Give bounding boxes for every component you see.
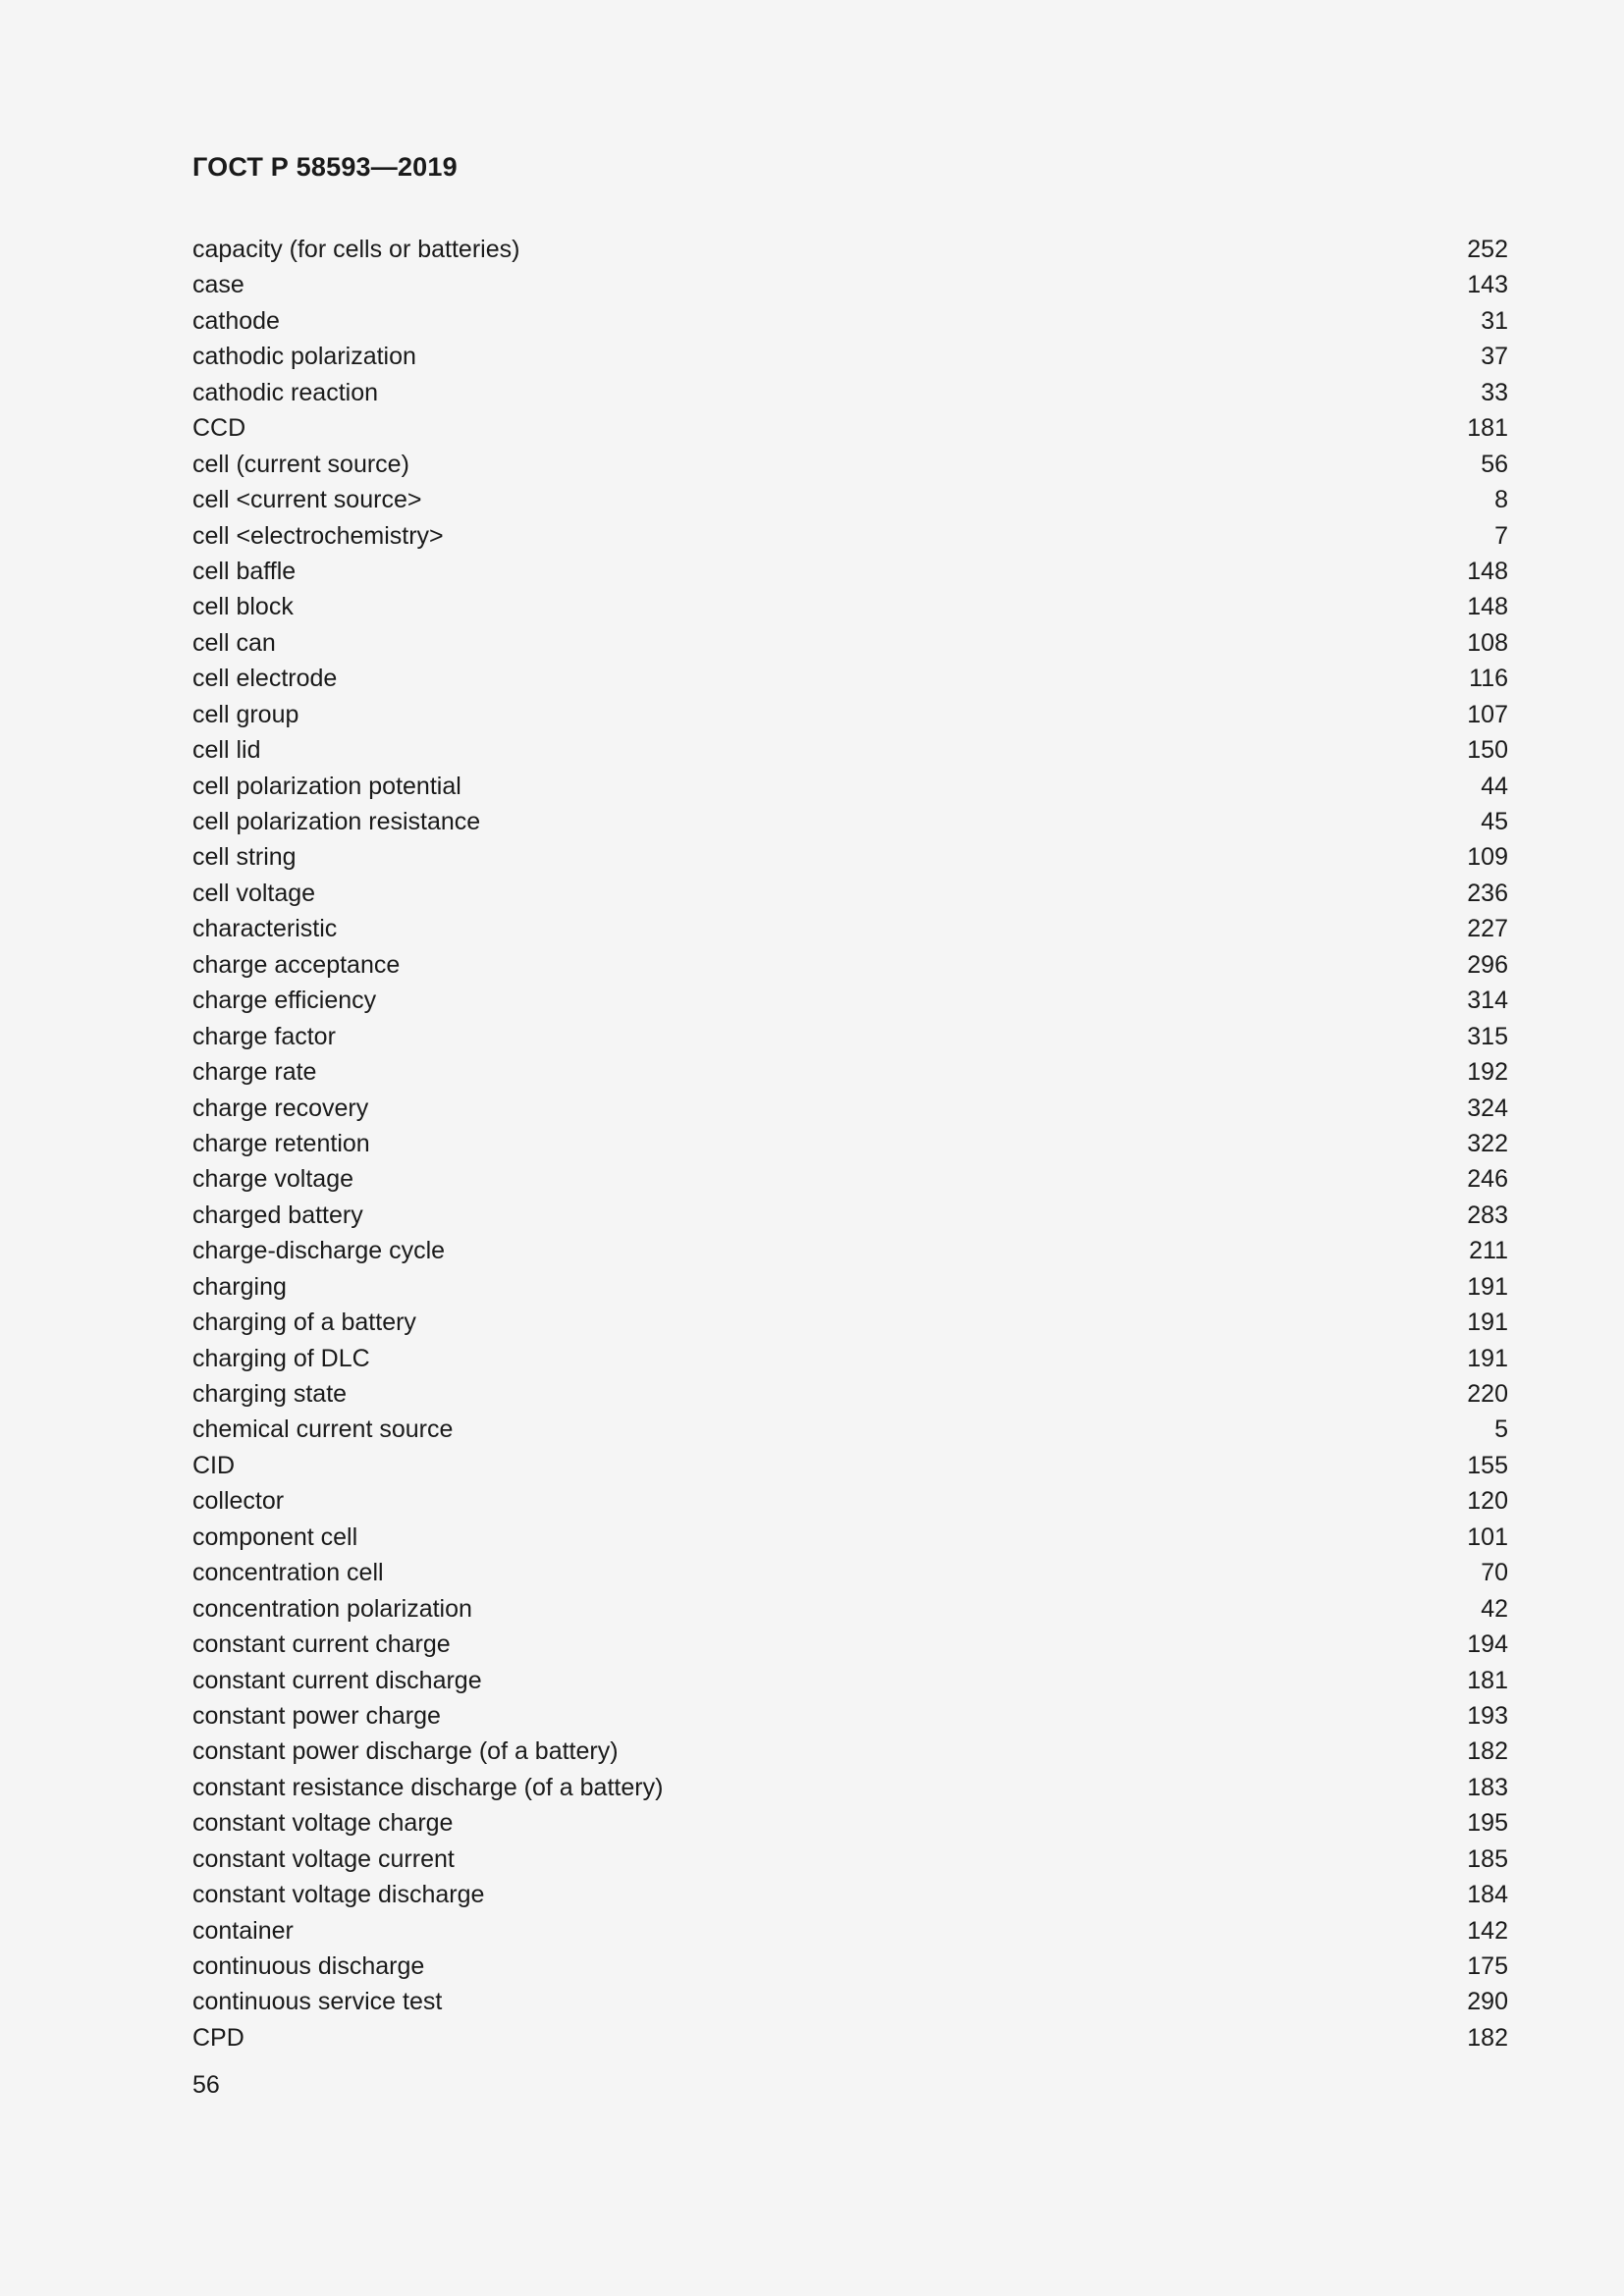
index-term: charging [192, 1272, 287, 1301]
index-entry [192, 839, 1508, 875]
index-reference-number: 236 [1467, 879, 1508, 907]
index-entry [192, 375, 1508, 410]
index-entry [192, 1520, 1508, 1555]
index-term: continuous discharge [192, 1952, 425, 1980]
index-entry [192, 482, 1508, 517]
index-term: charge voltage [192, 1165, 354, 1194]
index-reference-number: 324 [1467, 1094, 1508, 1122]
index-reference-number: 116 [1469, 665, 1508, 693]
index-entry [192, 1949, 1508, 1984]
index-reference-number: 8 [1494, 486, 1508, 514]
index-entry [192, 697, 1508, 732]
index-entry [192, 661, 1508, 696]
index-term: cell group [192, 700, 299, 728]
index-entry [192, 983, 1508, 1018]
index-entry [192, 232, 1508, 267]
index-reference-number: 181 [1467, 414, 1508, 443]
index-term: charging of DLC [192, 1344, 370, 1372]
index-entry [192, 1269, 1508, 1305]
index-reference-number: 195 [1467, 1809, 1508, 1838]
index-term: charge recovery [192, 1094, 369, 1122]
index-entry [192, 1233, 1508, 1268]
index-entry [192, 625, 1508, 661]
index-entry [192, 1126, 1508, 1161]
index-reference-number: 5 [1494, 1415, 1508, 1444]
index-entry [192, 518, 1508, 554]
index-entry [192, 911, 1508, 946]
index-reference-number: 33 [1481, 378, 1508, 406]
index-entry [192, 876, 1508, 911]
index-term: cell string [192, 843, 297, 872]
index-entry [192, 1698, 1508, 1734]
index-term: cell <electrochemistry> [192, 521, 444, 550]
index-reference-number: 246 [1467, 1165, 1508, 1194]
index-term: cell polarization resistance [192, 808, 481, 835]
index-reference-number: 220 [1467, 1380, 1508, 1408]
index-term: cell lid [192, 736, 261, 765]
index-entry [192, 1483, 1508, 1519]
index-reference-number: 192 [1467, 1058, 1508, 1087]
index-term: charge retention [192, 1129, 370, 1157]
index-term: charge efficiency [192, 987, 377, 1015]
index-reference-number: 227 [1467, 915, 1508, 943]
index-reference-number: 7 [1494, 521, 1508, 550]
index-entry [192, 589, 1508, 624]
index-entry [192, 1555, 1508, 1590]
index-entry [192, 410, 1508, 446]
index-term: cell can [192, 628, 276, 657]
index-reference-number: 322 [1467, 1129, 1508, 1157]
index-entry [192, 1019, 1508, 1054]
index-entry [192, 1341, 1508, 1376]
index-reference-number: 290 [1467, 1988, 1508, 2016]
index-entry [192, 2020, 1508, 2056]
index-reference-number: 184 [1467, 1881, 1508, 1909]
index-reference-number: 181 [1467, 1666, 1508, 1694]
index-entry [192, 1805, 1508, 1841]
index-entry [192, 1770, 1508, 1805]
index-reference-number: 191 [1467, 1272, 1508, 1301]
index-entry [192, 1591, 1508, 1627]
index-entry [192, 947, 1508, 983]
index-entry [192, 267, 1508, 302]
index-entry [192, 1627, 1508, 1662]
index-reference-number: 108 [1467, 628, 1508, 657]
index-reference-number: 109 [1467, 843, 1508, 872]
index-term: constant power charge [192, 1701, 441, 1730]
index-reference-number: 185 [1467, 1844, 1508, 1873]
index-entry [192, 1161, 1508, 1197]
index-term: CID [192, 1451, 236, 1479]
index-reference-number: 194 [1467, 1630, 1508, 1659]
index-entry [192, 1376, 1508, 1412]
index-term: cell (current source) [192, 450, 409, 478]
index-term: constant current discharge [192, 1666, 482, 1694]
page-number: 56 [192, 2071, 220, 2099]
index-reference-number: 56 [1481, 450, 1508, 478]
index-term: concentration cell [192, 1559, 384, 1587]
index-reference-number: 37 [1481, 343, 1508, 371]
index-entry [192, 339, 1508, 374]
index-reference-number: 148 [1467, 557, 1508, 585]
index-term: concentration polarization [192, 1594, 472, 1623]
index-term: CCD [192, 414, 246, 443]
index-term: cathodic polarization [192, 343, 416, 371]
index-term: cell voltage [192, 879, 316, 907]
index-entry [192, 1198, 1508, 1233]
index-reference-number: 142 [1467, 1916, 1508, 1945]
index-reference-number: 120 [1467, 1487, 1508, 1516]
index-reference-number: 155 [1467, 1451, 1508, 1479]
index-term: constant voltage discharge [192, 1881, 485, 1909]
index-term: collector [192, 1487, 285, 1516]
index-term: constant resistance discharge (of a battery) [192, 1773, 664, 1801]
index-term: CPD [192, 2023, 244, 2052]
index-reference-number: 150 [1467, 736, 1508, 765]
index-reference-number: 175 [1467, 1952, 1508, 1980]
index-entry [192, 1412, 1508, 1447]
term-index-list [192, 232, 1508, 2056]
index-term: constant current charge [192, 1630, 451, 1659]
index-reference-number: 148 [1467, 593, 1508, 621]
index-reference-number: 107 [1467, 700, 1508, 728]
index-reference-number: 143 [1467, 271, 1508, 299]
index-term: charging of a battery [192, 1308, 416, 1337]
index-term: cell block [192, 593, 294, 621]
index-term: constant voltage current [192, 1844, 455, 1873]
index-term: charge acceptance [192, 950, 401, 979]
index-reference-number: 182 [1467, 2023, 1508, 2052]
index-term: container [192, 1916, 294, 1945]
index-entry [192, 1091, 1508, 1126]
index-entry [192, 303, 1508, 339]
index-entry [192, 1448, 1508, 1483]
index-reference-number: 31 [1481, 306, 1508, 335]
index-reference-number: 191 [1467, 1344, 1508, 1372]
index-term: charge factor [192, 1022, 336, 1050]
index-reference-number: 193 [1467, 1701, 1508, 1730]
index-entry [192, 447, 1508, 482]
index-entry [192, 732, 1508, 768]
document-header: ГОСТ Р 58593—2019 [192, 152, 458, 182]
index-entry [192, 769, 1508, 804]
index-entry [192, 1054, 1508, 1090]
index-term: cathodic reaction [192, 378, 379, 406]
index-term: constant voltage charge [192, 1809, 454, 1838]
index-entry [192, 1913, 1508, 1949]
index-term: capacity (for cells or batteries) [192, 236, 520, 263]
index-term: charge rate [192, 1058, 317, 1087]
index-entry [192, 1877, 1508, 1912]
index-reference-number: 252 [1467, 236, 1508, 263]
index-term: charge-discharge cycle [192, 1237, 446, 1265]
index-term: cell baffle [192, 557, 297, 585]
index-reference-number: 283 [1467, 1201, 1508, 1229]
index-reference-number: 70 [1481, 1559, 1508, 1587]
index-entry [192, 1305, 1508, 1340]
index-reference-number: 42 [1481, 1594, 1508, 1623]
index-reference-number: 182 [1467, 1737, 1508, 1766]
index-reference-number: 296 [1467, 950, 1508, 979]
index-entry [192, 804, 1508, 839]
index-term: chemical current source [192, 1415, 454, 1444]
index-reference-number: 211 [1469, 1237, 1508, 1265]
index-term: case [192, 271, 244, 299]
index-term: charged battery [192, 1201, 363, 1229]
index-reference-number: 44 [1481, 772, 1508, 800]
index-reference-number: 191 [1467, 1308, 1508, 1337]
index-term: cell polarization potential [192, 772, 461, 800]
index-term: constant power discharge (of a battery) [192, 1737, 619, 1766]
index-reference-number: 101 [1467, 1522, 1508, 1551]
index-entry [192, 1842, 1508, 1877]
index-entry [192, 1663, 1508, 1698]
index-term: cell <current source> [192, 486, 422, 514]
index-entry [192, 554, 1508, 589]
index-reference-number: 315 [1467, 1022, 1508, 1050]
index-term: characteristic [192, 915, 338, 943]
index-term: cell electrode [192, 665, 338, 693]
index-reference-number: 45 [1481, 808, 1508, 835]
index-term: component cell [192, 1522, 358, 1551]
index-reference-number: 183 [1467, 1773, 1508, 1801]
index-term: charging state [192, 1380, 348, 1408]
index-entry [192, 1734, 1508, 1769]
index-reference-number: 314 [1467, 987, 1508, 1015]
index-term: continuous service test [192, 1988, 443, 2016]
index-entry [192, 1984, 1508, 2019]
index-term: cathode [192, 306, 280, 335]
